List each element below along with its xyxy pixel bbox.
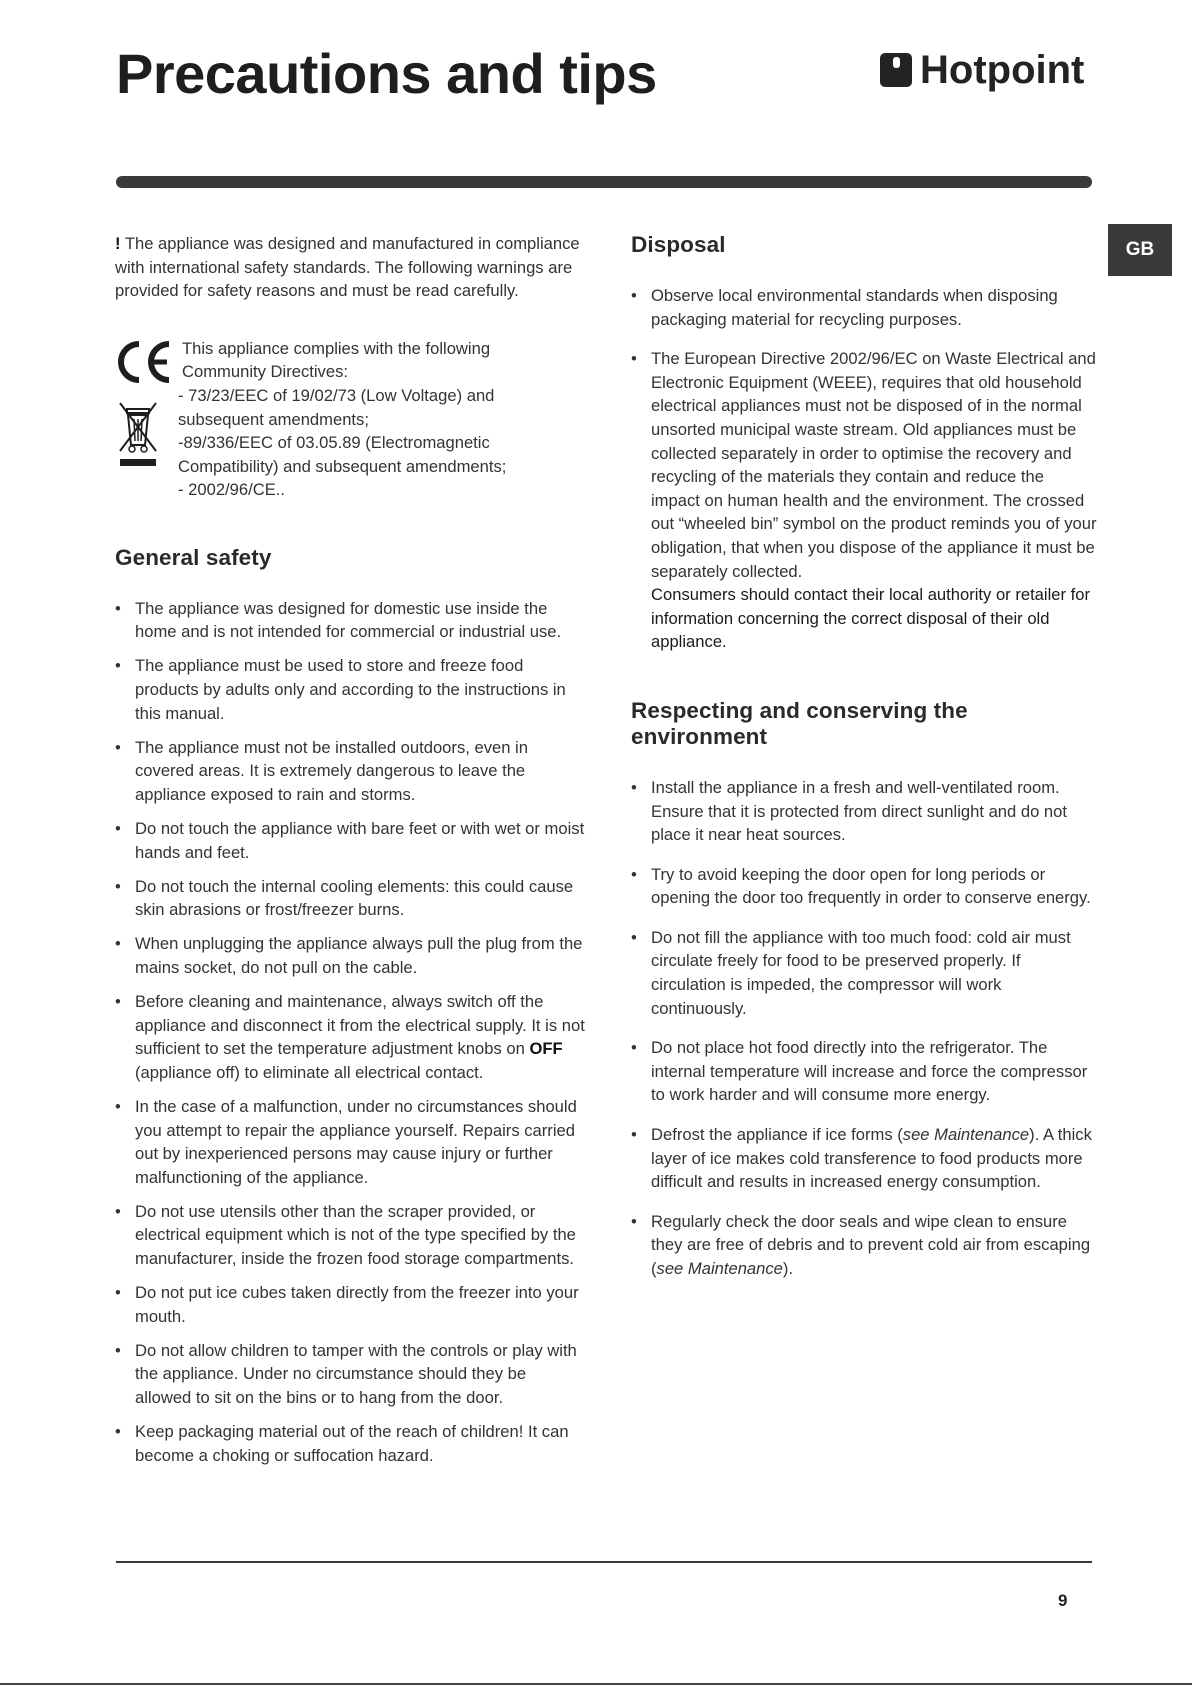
- list-item: • The appliance must not be installed outdoors, even in covered areas. It is extremely dangerous to leave the appliance exposed to rain and storms.: [115, 736, 585, 807]
- environment-heading: Respecting and conserving the environment: [631, 697, 968, 749]
- list-item: • In the case of a malfunction, under no circumstances should you attempt to repair the appliance yourself. Repairs carried out by inexperienced persons may cause injury or further malfunctioning of the appliance.: [115, 1095, 585, 1189]
- list-item: • Try to avoid keeping the door open for long periods or opening the door too frequently in order to conserve energy.: [631, 863, 1097, 910]
- directives-lead: This appliance complies with the following Community Directives:: [182, 338, 491, 382]
- list-item: • Do not allow children to tamper with the controls or play with the appliance. Under no circumstance should they be allowed to sit on the bins or to hang from the door.: [115, 1339, 585, 1410]
- disposal-list: [631, 284, 1097, 654]
- list-item: • Regularly check the door seals and wipe clean to ensure they are free of debris and to prevent cold air from escaping (see Maintenance).: [631, 1210, 1097, 1281]
- weee-bin-icon: [116, 399, 160, 467]
- list-item: • Observe local environmental standards when disposing packaging material for recycling purposes.: [631, 284, 1097, 331]
- warning-mark: !: [115, 234, 121, 253]
- disposal-heading: Disposal: [631, 232, 726, 257]
- list-item: • Before cleaning and maintenance, always switch off the appliance and disconnect it from the electrical supply. It is not sufficient to set the temperature adjustment knobs on OFF (appliance off) to eliminate all electrical contact.: [115, 990, 585, 1084]
- list-item: • Keep packaging material out of the reach of children! It can become a choking or suffocation hazard.: [115, 1420, 585, 1467]
- maintenance-reference: see Maintenance: [902, 1125, 1030, 1145]
- directive-item: - 2002/96/CE..: [178, 480, 286, 500]
- footer-divider: [116, 1561, 1092, 1563]
- general-safety-list: [115, 597, 585, 1468]
- list-item: • Do not place hot food directly into the refrigerator. The internal temperature will increase and force the compressor to work harder and will consume more energy.: [631, 1036, 1097, 1107]
- directive-item: - 73/23/EEC of 19/02/73 (Low Voltage) and subsequent amendments;: [178, 385, 495, 429]
- directives-text: [178, 337, 578, 502]
- page-title: Precautions and tips: [116, 42, 657, 105]
- list-item: • When unplugging the appliance always pull the plug from the mains socket, do not pull on the cable.: [115, 932, 585, 979]
- general-safety-heading: General safety: [115, 544, 272, 570]
- header-divider: [116, 176, 1092, 188]
- brand-name: Hotpoint: [920, 48, 1085, 92]
- list-item: • The appliance was designed for domestic use inside the home and is not intended for commercial or industrial use.: [115, 597, 585, 644]
- left-column: [115, 232, 585, 1478]
- directive-item: -89/336/EEC of 03.05.89 (Electromagnetic Compatibility) and subsequent amendments;: [178, 433, 507, 476]
- list-item: • Defrost the appliance if ice forms (see Maintenance). A thick layer of ice makes cold transference to food products more difficult and results in increased energy consumption.: [631, 1123, 1097, 1194]
- directives-block: [115, 337, 585, 513]
- list-item: • Do not put ice cubes taken directly from the freezer into your mouth.: [115, 1281, 585, 1328]
- hotpoint-logo-icon: [880, 53, 912, 87]
- language-tab: GB: [1108, 224, 1172, 276]
- list-item: • Do not touch the internal cooling elements: this could cause skin abrasions or frost/freezer burns.: [115, 875, 585, 922]
- environment-list: [631, 776, 1097, 1281]
- disposal-contact-note: Consumers should contact their local authority or retailer for information concerning the correct disposal of their old appliance.: [651, 585, 1091, 652]
- list-item: • Install the appliance in a fresh and well-ventilated room. Ensure that it is protected from direct sunlight and do not place it near heat sources.: [631, 776, 1097, 847]
- list-item: • Do not fill the appliance with too much food: cold air must circulate freely for food to be preserved properly. If circulation is impeded, the compressor will work continuously.: [631, 926, 1097, 1020]
- list-item: • The appliance must be used to store and freeze food products by adults only and according to the instructions in this manual.: [115, 654, 585, 725]
- brand-logo: [880, 50, 1084, 90]
- list-item: • The European Directive 2002/96/EC on Waste Electrical and Electronic Equipment (WEEE), requires that old household electrical appliances must not be disposed of in the normal unsorted municipal waste stream. Old appliances must be collected separately in order to optimise the recovery and recycling of the materials they contain and reduce the impact on human health and the environment. The crossed out “wheeled bin” symbol on the product reminds you of your obligation, that when you dispose of the appliance it must be separately collected. Consumers should contact their local authority or retailer for information concerning the correct disposal of their old appliance.: [631, 347, 1097, 654]
- maintenance-reference: see Maintenance: [656, 1259, 783, 1278]
- right-column: [631, 232, 1097, 1297]
- off-label: OFF: [529, 1039, 563, 1059]
- list-item: • Do not use utensils other than the scraper provided, or electrical equipment which is not of the type specified by the manufacturer, inside the frozen food storage compartments.: [115, 1200, 585, 1271]
- intro-paragraph: ! The appliance was designed and manufactured in compliance with international safety standards. The following warnings are provided for safety reasons and must be read carefully.: [115, 234, 580, 301]
- page-number: 9: [1058, 1591, 1068, 1610]
- ce-mark-icon: [115, 339, 173, 385]
- list-item: • Do not touch the appliance with bare feet or with wet or moist hands and feet.: [115, 817, 585, 864]
